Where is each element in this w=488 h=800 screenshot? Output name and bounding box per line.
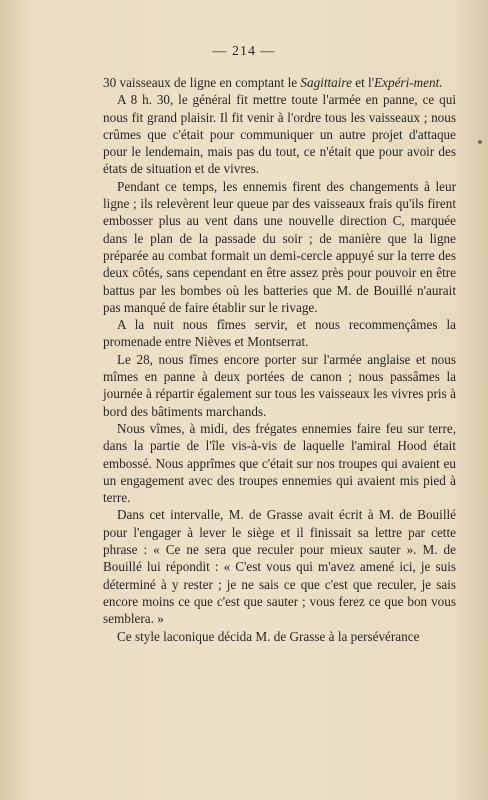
- paragraph-text: Dans cet intervalle, M. de Grasse avait écrit à M. de Bouillé pour l'engager à lever le siège et il finissait sa lettre par cette phrase : « Ce ne sera que reculer pour mieux sauter ». M. de Bouillé lui répondit : « C'est vous qui m'avez amené ici, je suis déterminé à y rester ; je ne sais ce que c'est que reculer, je sais encore moins ce que c'est que sauter ; vous ferez ce que bon vous semblera. »: [103, 507, 456, 627]
- paper-spot: [478, 140, 482, 144]
- paragraph: [103, 351, 456, 420]
- paragraph-text: Ce style laconique décida M. de Grasse à la persévérance: [117, 628, 420, 644]
- paragraph: [103, 74, 456, 91]
- paragraph-text: A la nuit nous fîmes servir, et nous recommençâmes la promenade entre Nièves et Montserrat.: [103, 317, 456, 350]
- paragraph-text: Le 28, nous fîmes encore porter sur l'armée anglaise et nous mîmes en panne à deux portées de canon ; nous passâmes la journée à répartir également sur tous les vaisseaux les vivres pris à bord des bâtiments marchands.: [103, 351, 456, 419]
- page-number: — 214 —: [212, 44, 276, 59]
- paragraph: [103, 178, 456, 316]
- paragraph: [103, 506, 456, 627]
- body-text: [103, 74, 456, 645]
- italic-text: Sagittaire: [300, 75, 352, 90]
- paragraph-text: Nous vîmes, à midi, des frégates ennemies faire feu sur terre, dans la partie de l'île vis-à-vis de laquelle l'amiral Hood était embossé. Nous apprîmes que c'était sur nos troupes qui avaient eu un engagement avec des troupes ennemies qui avaient mis pied à terre.: [103, 420, 456, 506]
- paragraph: [103, 91, 456, 177]
- paragraph-text: 30 vaisseaux de ligne en comptant le: [103, 75, 301, 90]
- paragraph: [103, 628, 456, 645]
- paragraph-text: A 8 h. 30, le général fit mettre toute l'armée en panne, ce qui nous fit grand plaisir. Il fit venir à l'ordre tous les vaisseaux ; nous crûmes que c'était pour communiquer un autre projet d'attaque pour le lendemain, mais pas du tout, ce n'était que pour avoir des états de situation et de vivres.: [103, 92, 456, 177]
- paragraph: [103, 316, 456, 351]
- italic-text: Expéri-ment.: [374, 75, 443, 90]
- paragraph-text: Pendant ce temps, les ennemis firent des changements à leur ligne ; ils relevèrent leur queue par des vaisseaux frais qu'ils firent embosser plus au vent dans une nouvelle direction C, marquée dans le plan de la passade du soir ; de manière que la ligne préparée au combat formait un demi-cercle appuyé sur la terre des deux côtés, sans cependant en être assez près pour pouvoir en être battus par les bombes où les batteries que M. de Bouillé n'aurait pas manqué de faire établir sur le rivage.: [103, 178, 456, 315]
- paragraph-text: et l': [351, 75, 375, 90]
- paragraph: [103, 420, 456, 506]
